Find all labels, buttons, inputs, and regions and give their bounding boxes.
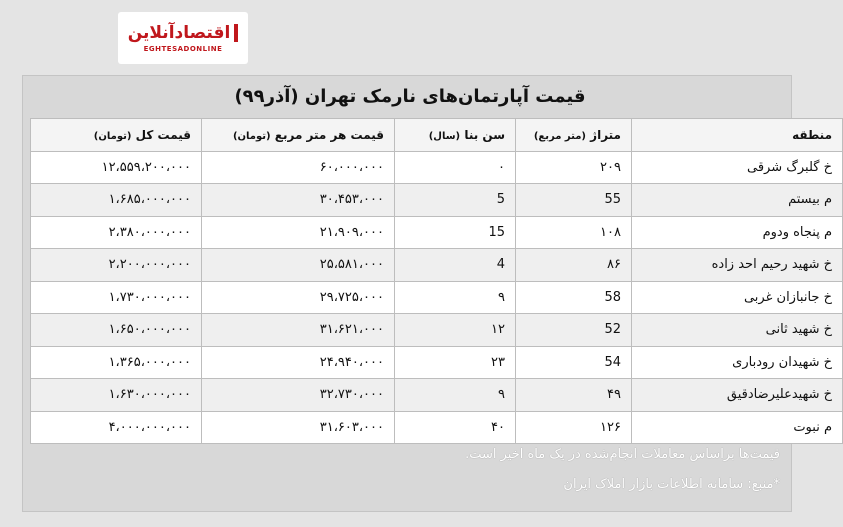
- header-size-label: متراژ: [590, 127, 621, 142]
- cell-age: ۹: [395, 379, 516, 412]
- cell-price-per-meter: ۳۰،۴۵۳،۰۰۰: [202, 184, 395, 217]
- cell-price-per-meter: ۲۱،۹۰۹،۰۰۰: [202, 216, 395, 249]
- cell-total-price: ۱،۶۵۰،۰۰۰،۰۰۰: [31, 314, 202, 347]
- cell-size: ۸۶: [516, 249, 632, 282]
- cell-total-price: ۴،۰۰۰،۰۰۰،۰۰۰: [31, 411, 202, 444]
- header-total-price: [31, 119, 202, 152]
- cell-area: خ شهیدعلیرضادقیق: [632, 379, 843, 412]
- price-table: [30, 118, 843, 444]
- header-ppm-label: قیمت هر متر مربع: [274, 127, 384, 142]
- cell-area: م پنجاه ودوم: [632, 216, 843, 249]
- table-row: [31, 379, 843, 412]
- cell-price-per-meter: ۲۹،۷۲۵،۰۰۰: [202, 281, 395, 314]
- cell-price-per-meter: ۲۴،۹۴۰،۰۰۰: [202, 346, 395, 379]
- header-price-per-meter: [202, 119, 395, 152]
- header-age: [395, 119, 516, 152]
- table-row: [31, 346, 843, 379]
- cell-size: 58: [516, 281, 632, 314]
- cell-size: 55: [516, 184, 632, 217]
- header-age-label: سن بنا: [464, 127, 505, 142]
- cell-size: 54: [516, 346, 632, 379]
- table-header-row: [31, 119, 843, 152]
- brand-logo: [118, 12, 248, 64]
- logo-bar-icon: [234, 24, 238, 42]
- header-area-label: منطقه: [792, 127, 832, 142]
- cell-total-price: ۱،۶۳۰،۰۰۰،۰۰۰: [31, 379, 202, 412]
- cell-age: ۴۰: [395, 411, 516, 444]
- cell-total-price: ۲،۲۰۰،۰۰۰،۰۰۰: [31, 249, 202, 282]
- header-ppm-unit: (تومان): [232, 130, 271, 142]
- cell-area: خ شهید رحیم احد زاده: [632, 249, 843, 282]
- cell-total-price: ۱،۳۶۵،۰۰۰،۰۰۰: [31, 346, 202, 379]
- header-age-unit: (سال): [428, 130, 461, 142]
- header-size-unit: (متر مربع): [533, 130, 586, 142]
- cell-age: 5: [395, 184, 516, 217]
- note-methodology: قیمت‌ها براساس معاملات انجام‌شده در یک ماه اخیر است.: [465, 447, 780, 462]
- header-size: [516, 119, 632, 152]
- cell-size: ۲۰۹: [516, 151, 632, 184]
- cell-age: ۹: [395, 281, 516, 314]
- header-total-unit: (تومان): [93, 130, 132, 142]
- header-area: [632, 119, 843, 152]
- cell-area: خ شهید ثانی: [632, 314, 843, 347]
- logo-english-text: EGHTESADONLINE: [143, 45, 223, 53]
- table-row: [31, 151, 843, 184]
- cell-age: ۰: [395, 151, 516, 184]
- cell-total-price: ۱۲،۵۵۹،۲۰۰،۰۰۰: [31, 151, 202, 184]
- table-row: [31, 184, 843, 217]
- table-row: [31, 216, 843, 249]
- table-row: [31, 411, 843, 444]
- header-total-label: قیمت کل: [135, 127, 191, 142]
- cell-total-price: ۱،۷۳۰،۰۰۰،۰۰۰: [31, 281, 202, 314]
- cell-price-per-meter: ۲۵،۵۸۱،۰۰۰: [202, 249, 395, 282]
- cell-area: خ شهیدان رودباری: [632, 346, 843, 379]
- table-row: [31, 314, 843, 347]
- table-row: [31, 281, 843, 314]
- cell-age: ۲۳: [395, 346, 516, 379]
- cell-age: ۱۲: [395, 314, 516, 347]
- cell-age: 15: [395, 216, 516, 249]
- cell-size: ۱۲۶: [516, 411, 632, 444]
- cell-size: ۴۹: [516, 379, 632, 412]
- cell-area: خ گلبرگ شرقی: [632, 151, 843, 184]
- footnotes: [30, 440, 780, 500]
- logo-persian-text: اقتصادآنلاین: [127, 23, 231, 43]
- cell-size: ۱۰۸: [516, 216, 632, 249]
- cell-price-per-meter: ۳۲،۷۳۰،۰۰۰: [202, 379, 395, 412]
- cell-area: م بیستم: [632, 184, 843, 217]
- cell-area: خ جانبازان غربی: [632, 281, 843, 314]
- cell-total-price: ۲،۳۸۰،۰۰۰،۰۰۰: [31, 216, 202, 249]
- table-row: [31, 249, 843, 282]
- cell-price-per-meter: ۳۱،۶۲۱،۰۰۰: [202, 314, 395, 347]
- cell-price-per-meter: ۳۱،۶۰۳،۰۰۰: [202, 411, 395, 444]
- page-title: قیمت آپارتمان‌های نارمک تهران (آذر۹۹): [234, 86, 586, 107]
- cell-age: 4: [395, 249, 516, 282]
- note-source: *منبع: سامانه اطلاعات بازار املاک ایران: [563, 477, 780, 492]
- cell-price-per-meter: ۶۰،۰۰۰،۰۰۰: [202, 151, 395, 184]
- cell-total-price: ۱،۶۸۵،۰۰۰،۰۰۰: [31, 184, 202, 217]
- logo-persian: [128, 23, 239, 43]
- cell-area: م نبوت: [632, 411, 843, 444]
- cell-size: 52: [516, 314, 632, 347]
